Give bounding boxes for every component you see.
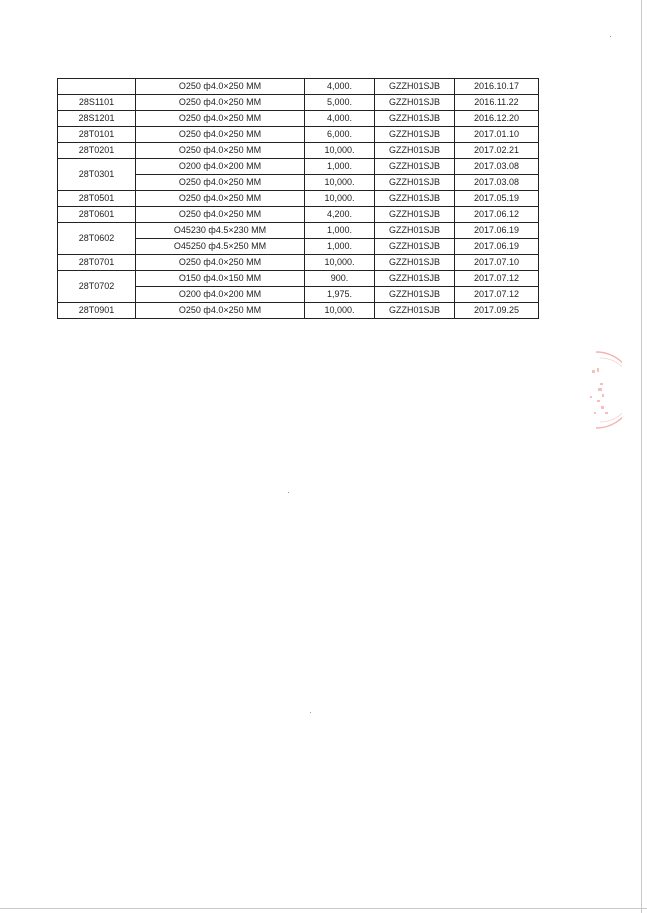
reference-cell: GZZH01SJB [375, 207, 455, 223]
quantity-cell: 4,000. [305, 111, 375, 127]
date-cell: 2016.11.22 [455, 95, 539, 111]
spec-cell: O250 ф4.0×250 MM [136, 95, 305, 111]
date-cell: 2017.07.10 [455, 255, 539, 271]
table-row [58, 191, 539, 207]
quantity-cell: 900. [305, 271, 375, 287]
spec-cell: O250 ф4.0×250 MM [136, 111, 305, 127]
table-row [58, 79, 539, 95]
table-row [58, 303, 539, 319]
spec-cell: O250 ф4.0×250 MM [136, 127, 305, 143]
date-cell: 2016.10.17 [455, 79, 539, 95]
spec-cell: O250 ф4.0×250 MM [136, 191, 305, 207]
table-row [58, 127, 539, 143]
code-cell: 28T0602 [58, 223, 136, 255]
reference-cell: GZZH01SJB [375, 239, 455, 255]
reference-cell: GZZH01SJB [375, 143, 455, 159]
code-cell: 28T0601 [58, 207, 136, 223]
reference-cell: GZZH01SJB [375, 111, 455, 127]
spec-cell: O200 ф4.0×200 MM [136, 159, 305, 175]
quantity-cell: 10,000. [305, 255, 375, 271]
table-row [58, 95, 539, 111]
code-cell: 28S1201 [58, 111, 136, 127]
seal-arc-inner [600, 358, 622, 422]
quantity-cell: 1,000. [305, 159, 375, 175]
records-table [57, 78, 539, 319]
date-cell: 2017.02.21 [455, 143, 539, 159]
reference-cell: GZZH01SJB [375, 303, 455, 319]
red-seal-stamp [588, 350, 622, 430]
code-cell: 28T0901 [58, 303, 136, 319]
reference-cell: GZZH01SJB [375, 175, 455, 191]
scan-speck [310, 712, 311, 713]
date-cell: 2017.05.19 [455, 191, 539, 207]
code-cell [58, 79, 136, 95]
spec-cell: O45250 ф4.5×250 MM [136, 239, 305, 255]
spec-cell: O200 ф4.0×200 MM [136, 287, 305, 303]
reference-cell: GZZH01SJB [375, 287, 455, 303]
spec-cell: O250 ф4.0×250 MM [136, 143, 305, 159]
quantity-cell: 10,000. [305, 175, 375, 191]
table-row [58, 159, 539, 175]
table-row [58, 111, 539, 127]
code-cell: 28T0702 [58, 271, 136, 303]
quantity-cell: 10,000. [305, 143, 375, 159]
date-cell: 2017.03.08 [455, 159, 539, 175]
spec-cell: O250 ф4.0×250 MM [136, 303, 305, 319]
table-row [58, 207, 539, 223]
spec-cell: O45230 ф4.5×230 MM [136, 223, 305, 239]
spec-cell: O250 ф4.0×250 MM [136, 79, 305, 95]
code-cell: 28T0501 [58, 191, 136, 207]
reference-cell: GZZH01SJB [375, 223, 455, 239]
quantity-cell: 1,975. [305, 287, 375, 303]
table-row [58, 271, 539, 287]
quantity-cell: 1,000. [305, 223, 375, 239]
quantity-cell: 4,000. [305, 79, 375, 95]
code-cell: 28T0201 [58, 143, 136, 159]
date-cell: 2017.03.08 [455, 175, 539, 191]
code-cell: 28T0301 [58, 159, 136, 191]
table-row [58, 255, 539, 271]
spec-cell: O150 ф4.0×150 MM [136, 271, 305, 287]
scan-speck [288, 492, 289, 493]
quantity-cell: 10,000. [305, 303, 375, 319]
scan-edge-right [641, 0, 642, 913]
reference-cell: GZZH01SJB [375, 159, 455, 175]
spec-cell: O250 ф4.0×250 MM [136, 175, 305, 191]
seal-glyphs [590, 368, 608, 414]
code-cell: 28T0101 [58, 127, 136, 143]
reference-cell: GZZH01SJB [375, 271, 455, 287]
date-cell: 2017.07.12 [455, 271, 539, 287]
reference-cell: GZZH01SJB [375, 79, 455, 95]
date-cell: 2016.12.20 [455, 111, 539, 127]
scan-speck [610, 36, 611, 37]
quantity-cell: 1,000. [305, 239, 375, 255]
quantity-cell: 4,200. [305, 207, 375, 223]
code-cell: 28T0701 [58, 255, 136, 271]
reference-cell: GZZH01SJB [375, 95, 455, 111]
reference-cell: GZZH01SJB [375, 127, 455, 143]
quantity-cell: 5,000. [305, 95, 375, 111]
table-row [58, 223, 539, 239]
date-cell: 2017.07.12 [455, 287, 539, 303]
quantity-cell: 6,000. [305, 127, 375, 143]
spec-cell: O250 ф4.0×250 MM [136, 255, 305, 271]
reference-cell: GZZH01SJB [375, 255, 455, 271]
reference-cell: GZZH01SJB [375, 191, 455, 207]
table-row [58, 143, 539, 159]
code-cell: 28S1101 [58, 95, 136, 111]
date-cell: 2017.06.12 [455, 207, 539, 223]
scan-edge-bottom [0, 908, 647, 909]
date-cell: 2017.06.19 [455, 223, 539, 239]
quantity-cell: 10,000. [305, 191, 375, 207]
date-cell: 2017.06.19 [455, 239, 539, 255]
spec-cell: O250 ф4.0×250 MM [136, 207, 305, 223]
date-cell: 2017.01.10 [455, 127, 539, 143]
date-cell: 2017.09.25 [455, 303, 539, 319]
